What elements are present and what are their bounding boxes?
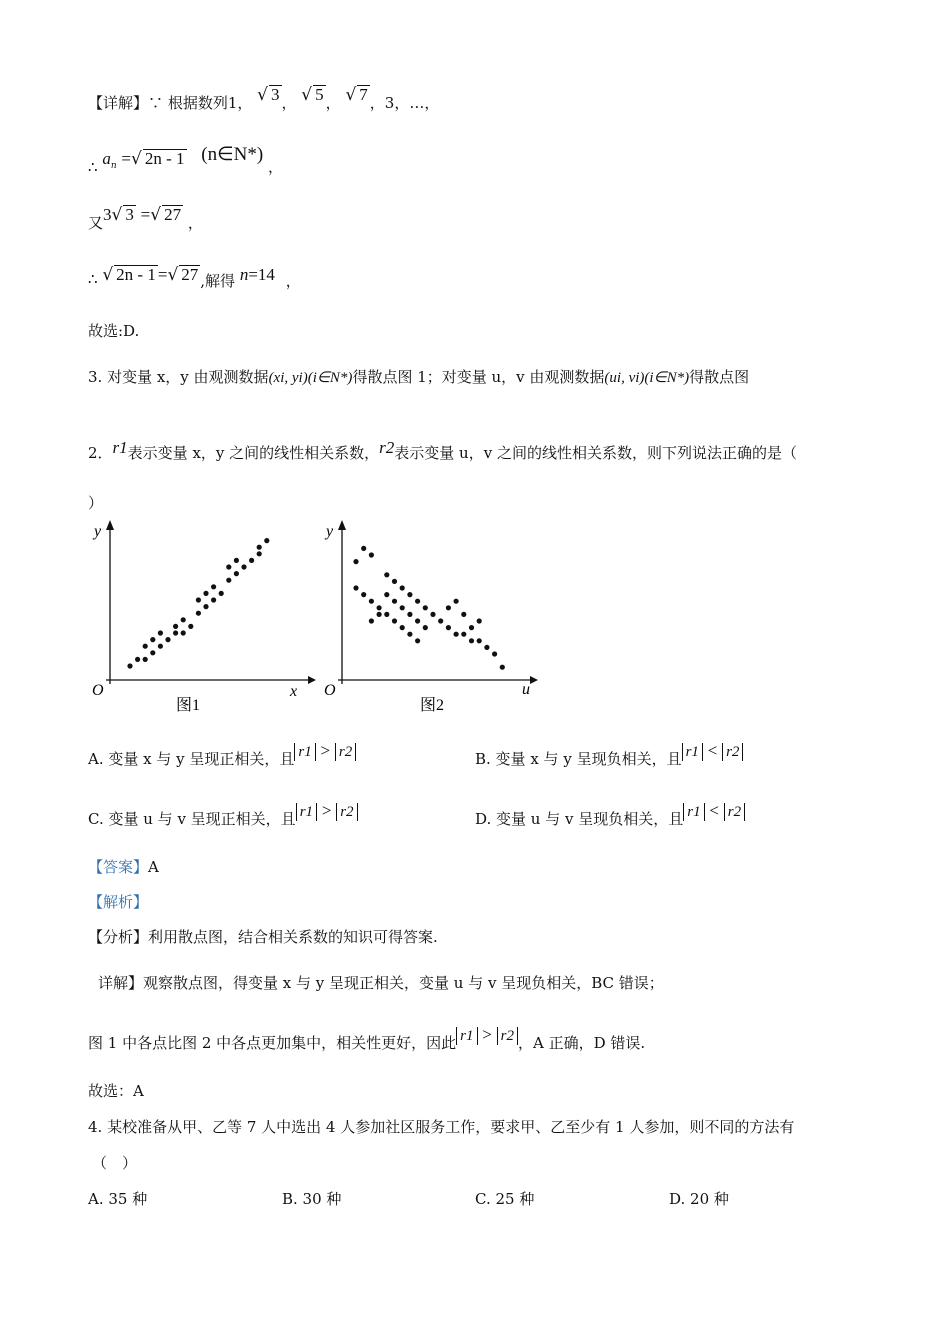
sqrt-5: √ 5	[301, 85, 324, 105]
scatter-point	[477, 618, 482, 623]
detail-text: 根据数列	[167, 94, 228, 112]
answer-line	[88, 856, 159, 878]
scatter-point	[377, 612, 382, 617]
scatter-point	[461, 632, 466, 637]
radicand: 27	[164, 205, 182, 224]
scatter-point	[165, 637, 170, 642]
scatter-point	[257, 551, 262, 556]
q4-option-b[interactable]: B. 30 种	[282, 1190, 342, 1208]
r2: r2	[727, 804, 742, 820]
obs-pair-2: (ui, vi)(i∈N*)	[604, 370, 690, 386]
scatter-point	[196, 611, 201, 616]
analysis-label: 【解析】	[88, 893, 149, 911]
choose-a: 故选：A	[88, 1082, 144, 1100]
scatter-point	[211, 597, 216, 602]
detail-label: 【详解】	[88, 94, 149, 112]
relation: >	[321, 801, 332, 820]
conclusion	[88, 1025, 646, 1054]
tail: ，	[285, 272, 301, 290]
coef: 3	[103, 205, 112, 224]
abs-r2	[724, 803, 745, 821]
r2-symbol: r2	[379, 438, 395, 457]
scatter-point	[384, 592, 389, 597]
scatter-point	[438, 618, 443, 623]
r1: r1	[687, 804, 701, 820]
equals: =	[157, 265, 168, 284]
option-b-text: B. 变量 x 与 y 呈现负相关，且	[475, 750, 682, 768]
answer-value: A	[148, 858, 159, 876]
also-text: 又	[88, 214, 104, 232]
x-label: u	[522, 681, 530, 698]
x-axis-arrow	[308, 676, 316, 684]
scatter-point	[400, 585, 405, 590]
scatter-point	[407, 632, 412, 637]
scatter-point	[211, 584, 216, 589]
q3-line3: ）	[88, 494, 104, 512]
scatter-point	[181, 617, 186, 622]
abs-r1	[296, 803, 317, 821]
scatter-point	[226, 578, 231, 583]
answer-label: 【答案】	[88, 858, 149, 876]
seq-sep: ，	[281, 94, 297, 112]
choose-d: 故选:D.	[88, 322, 140, 340]
scatter-point	[415, 599, 420, 604]
scatter-point	[492, 651, 497, 656]
abs-r1	[682, 743, 703, 761]
scatter-point	[477, 638, 482, 643]
scatter-point	[264, 538, 269, 543]
r2: r2	[726, 744, 740, 760]
scatter-point	[173, 624, 178, 629]
scatter-point	[188, 624, 193, 629]
y-axis-arrow	[338, 520, 346, 530]
result: =14	[248, 265, 275, 284]
q3-end2: 表示变量 u，v 之间的线性相关系数，则下列说法正确的是（	[394, 444, 797, 462]
scatter-point	[484, 645, 489, 650]
scatter-point	[181, 630, 186, 635]
scatter-point	[400, 625, 405, 630]
n-symbol: n	[239, 265, 249, 284]
scatter-point	[454, 599, 459, 604]
analysis-detail: 详解】观察散点图，得变量 x 与 y 呈现正相关，变量 u 与 v 呈现负相关，BC 错误；	[98, 974, 664, 992]
scatter-point	[173, 630, 178, 635]
r1: r1	[299, 804, 314, 820]
scatter-point	[241, 564, 246, 569]
abs-r1	[456, 1027, 477, 1045]
radicand: 2n - 1	[116, 265, 156, 284]
y-axis-arrow	[106, 520, 114, 530]
scatter-point	[430, 612, 435, 617]
scatter-point	[234, 558, 239, 563]
q4-paren: （ ）	[92, 1154, 138, 1172]
r1: r1	[298, 744, 312, 760]
r1: r1	[685, 744, 699, 760]
scatter-point	[469, 625, 474, 630]
formula-solve: ∴ √ 2n - 1 =√ 27 ,解得 n=14 ，	[88, 265, 301, 290]
scatter-point	[203, 604, 208, 609]
scatter-point	[127, 663, 132, 668]
relation: <	[709, 801, 719, 820]
scatter-point	[150, 650, 155, 655]
option-a[interactable]	[88, 741, 356, 770]
therefore-symbol: ∴	[88, 158, 98, 176]
detail-line	[88, 85, 440, 114]
seq-sep: ，	[325, 94, 341, 112]
q4-option-a[interactable]: A. 35 种	[88, 1190, 148, 1208]
scatter-point	[446, 625, 451, 630]
analysis-fenxi: 【分析】利用散点图，结合相关系数的知识可得答案.	[88, 928, 438, 946]
q3-mid: 得散点图 1；对变量 u，v 由观测数据	[352, 368, 605, 386]
scatter-point	[158, 644, 163, 649]
scatter-point	[415, 638, 420, 643]
scatter-point	[454, 632, 459, 637]
because-symbol: ∵	[148, 94, 164, 112]
scatter-point	[384, 612, 389, 617]
relation: >	[482, 1025, 492, 1044]
scatter-point	[150, 637, 155, 642]
scatter-point	[392, 599, 397, 604]
scatter-point	[500, 665, 505, 670]
scatter-figure-1	[86, 518, 316, 718]
conclusion-end: ，A 正确，D 错误.	[518, 1034, 646, 1052]
scatter-point	[415, 618, 420, 623]
scatter-point	[226, 564, 231, 569]
y-label: y	[94, 523, 102, 540]
radicand: 2n - 1	[144, 149, 185, 168]
scatter-point	[361, 546, 366, 551]
abs-r2	[336, 803, 357, 821]
conclusion-text: 图 1 中各点比图 2 中各点更加集中，相关性更好，因此	[88, 1034, 457, 1052]
figure-caption: 图1	[176, 697, 201, 714]
scatter-points	[127, 538, 269, 669]
abs-r2	[722, 743, 743, 761]
radicand: 3	[125, 205, 134, 224]
x-axis-arrow	[530, 676, 538, 684]
abs-r2	[497, 1027, 518, 1045]
q4-text: 4. 某校准备从甲、乙等 7 人中选出 4 人参加社区服务工作，要求甲、乙至少有 1 人参加，则不同的方法有	[88, 1118, 795, 1136]
scatter-point	[407, 592, 412, 597]
domain: (n∈N*)	[201, 144, 264, 165]
scatter-point	[353, 585, 358, 590]
scatter-point	[423, 625, 428, 630]
origin-label: O	[92, 682, 104, 699]
scatter-point	[361, 592, 366, 597]
scatter-point	[392, 618, 397, 623]
scatter-point	[257, 545, 262, 550]
option-c[interactable]	[88, 801, 358, 830]
x-label: x	[290, 683, 298, 700]
r2: r2	[338, 744, 353, 760]
scatter-point	[369, 599, 374, 604]
equals: =	[140, 205, 151, 224]
q3-text: 3. 对变量 x，y 由观测数据	[88, 368, 269, 386]
figure-caption: 图2	[420, 697, 445, 714]
r1-symbol: r1	[112, 438, 128, 457]
scatter-point	[369, 552, 374, 557]
scatter-point	[135, 657, 140, 662]
abs-r1	[683, 803, 704, 821]
scatter-point	[469, 638, 474, 643]
q3-num: 2．	[88, 444, 113, 462]
scatter-point	[400, 605, 405, 610]
option-b[interactable]	[475, 741, 743, 770]
scatter-point	[353, 559, 358, 564]
scatter-point	[143, 644, 148, 649]
q3-end: 得散点图	[689, 368, 750, 386]
sqrt-7: √ 7	[345, 85, 368, 105]
scatter-figure-2	[318, 518, 548, 718]
scatter-point	[369, 618, 374, 623]
q3-line1	[88, 366, 749, 389]
r2: r2	[500, 1028, 515, 1044]
formula-an: ∴ $a_n$ =√ 2n - 1 (n∈N*) ，	[88, 144, 284, 176]
abs-r2	[335, 743, 356, 761]
sqrt-3: √ 3	[257, 85, 280, 105]
scatter-points	[353, 546, 505, 670]
seq-tail: ，3，…，	[369, 94, 440, 112]
r2: r2	[340, 804, 354, 820]
tail: ，	[187, 214, 203, 232]
scatter-point	[249, 558, 254, 563]
scatter-point	[446, 605, 451, 610]
equals: =	[121, 149, 131, 168]
scatter-point	[143, 657, 148, 662]
scatter-point	[423, 605, 428, 610]
scatter-point	[203, 591, 208, 596]
therefore-symbol: ∴	[88, 270, 98, 288]
scatter-point	[158, 630, 163, 635]
q4-option-c[interactable]: C. 25 种	[475, 1190, 535, 1208]
scatter-point	[234, 571, 239, 576]
seq-item: 1，	[227, 94, 253, 112]
q3-mid2: 表示变量 x，y 之间的线性相关系数，	[127, 444, 380, 462]
r1: r1	[460, 1028, 474, 1044]
relation: <	[707, 741, 718, 760]
scatter-point	[461, 612, 466, 617]
option-d[interactable]	[475, 801, 745, 830]
scatter-point	[407, 612, 412, 617]
scatter-point	[219, 591, 224, 596]
solve-text: ,解得	[200, 272, 236, 290]
option-d-text: D. 变量 u 与 v 呈现负相关，且	[475, 810, 684, 828]
option-a-text: A. 变量 x 与 y 呈现正相关，且	[88, 750, 295, 768]
tail: ，	[268, 158, 284, 176]
scatter-point	[196, 597, 201, 602]
origin-label: O	[324, 682, 336, 699]
option-c-text: C. 变量 u 与 v 呈现正相关，且	[88, 810, 296, 828]
relation: >	[320, 741, 331, 760]
n-subscript: n	[110, 161, 117, 171]
q3-line2	[88, 438, 797, 464]
y-label: y	[326, 523, 334, 540]
scatter-point	[377, 605, 382, 610]
q4-option-d[interactable]: D. 20 种	[669, 1190, 729, 1208]
obs-pair-1: (xi, yi)(i∈N*)	[268, 370, 353, 386]
scatter-point	[384, 572, 389, 577]
scatter-point	[392, 579, 397, 584]
radicand: 27	[181, 265, 199, 284]
formula-3sqrt3: 又3√ 3 =√ 27 ，	[88, 205, 203, 232]
abs-r1	[294, 743, 315, 761]
a-symbol: a	[102, 149, 111, 168]
